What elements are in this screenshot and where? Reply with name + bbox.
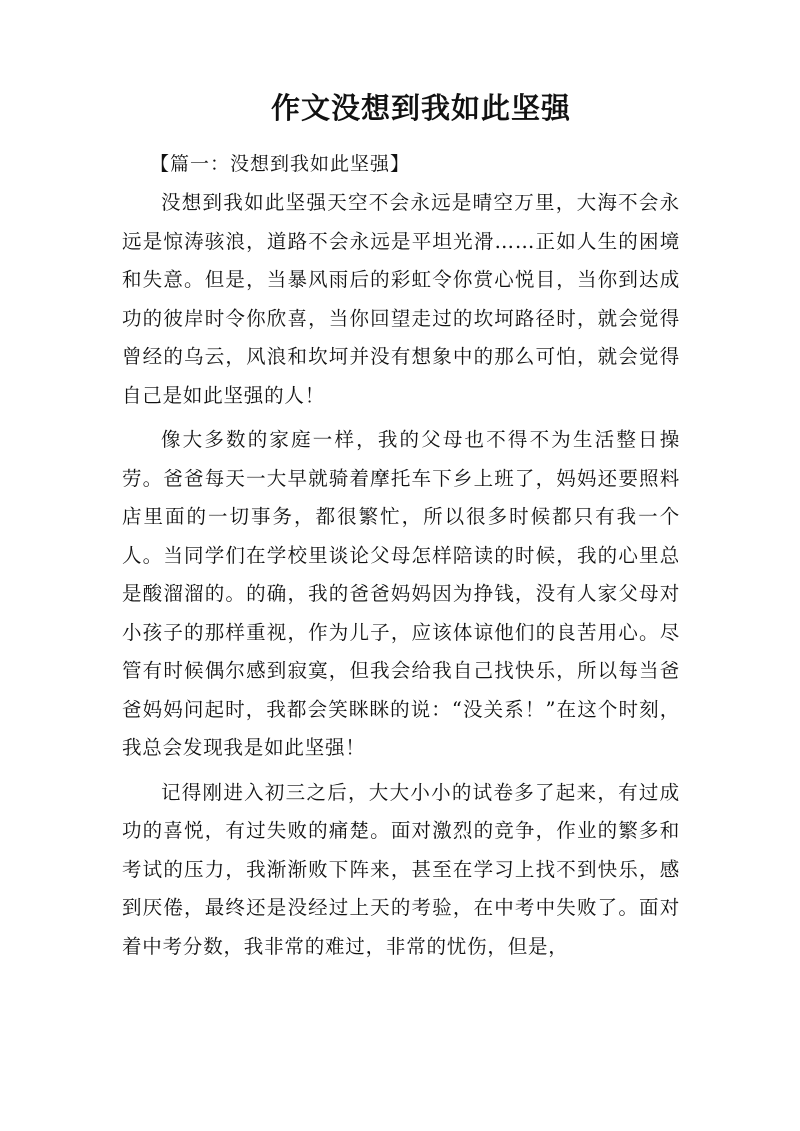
section-heading: 【篇一：没想到我如此坚强】 xyxy=(150,153,411,175)
paragraph-3: 记得刚进入初三之后，大大小小的试卷多了起来，有过成功的喜悦，有过失败的痛楚。面对激烈的竞争，作业的繁多和考试的压力，我渐渐败下阵来，甚至在学习上找不到快乐，感到厌倦，最终还是没经过上天的考验，在中考中失败了。面对着中考分数，我非常的难过，非常的忧伤，但是， xyxy=(122,780,680,958)
paragraph-1: 没想到我如此坚强天空不会永远是晴空万里，大海不会永远是惊涛骇浪，道路不会永远是平坦光滑……正如人生的困境和失意。但是，当暴风雨后的彩虹令你赏心悦目，当你到达成功的彼岸时令你欣喜，当你回望走过的坎坷路径时，就会觉得曾经的乌云，风浪和坎坷并没有想象中的那么可怕，就会觉得自己是如此坚强的人！ xyxy=(122,191,680,407)
document-page xyxy=(122,88,680,966)
document-title: 作文没想到我如此坚强 xyxy=(270,91,571,125)
paragraph-2: 像大多数的家庭一样，我的父母也不得不为生活整日操劳。爸爸每天一大早就骑着摩托车下乡上班了，妈妈还要照料店里面的一切事务，都很繁忙，所以很多时候都只有我一个人。当同学们在学校里谈论父母怎样陪读的时候，我的心里总是酸溜溜的。的确，我的爸爸妈妈因为挣钱，没有人家父母对小孩子的那样重视，作为儿子，应该体谅他们的良苦用心。尽管有时候偶尔感到寂寞，但我会给我自己找快乐，所以每当爸爸妈妈问起时，我都会笑眯眯的说：“没关系！”在这个时刻，我总会发现我是如此坚强！ xyxy=(122,428,680,759)
